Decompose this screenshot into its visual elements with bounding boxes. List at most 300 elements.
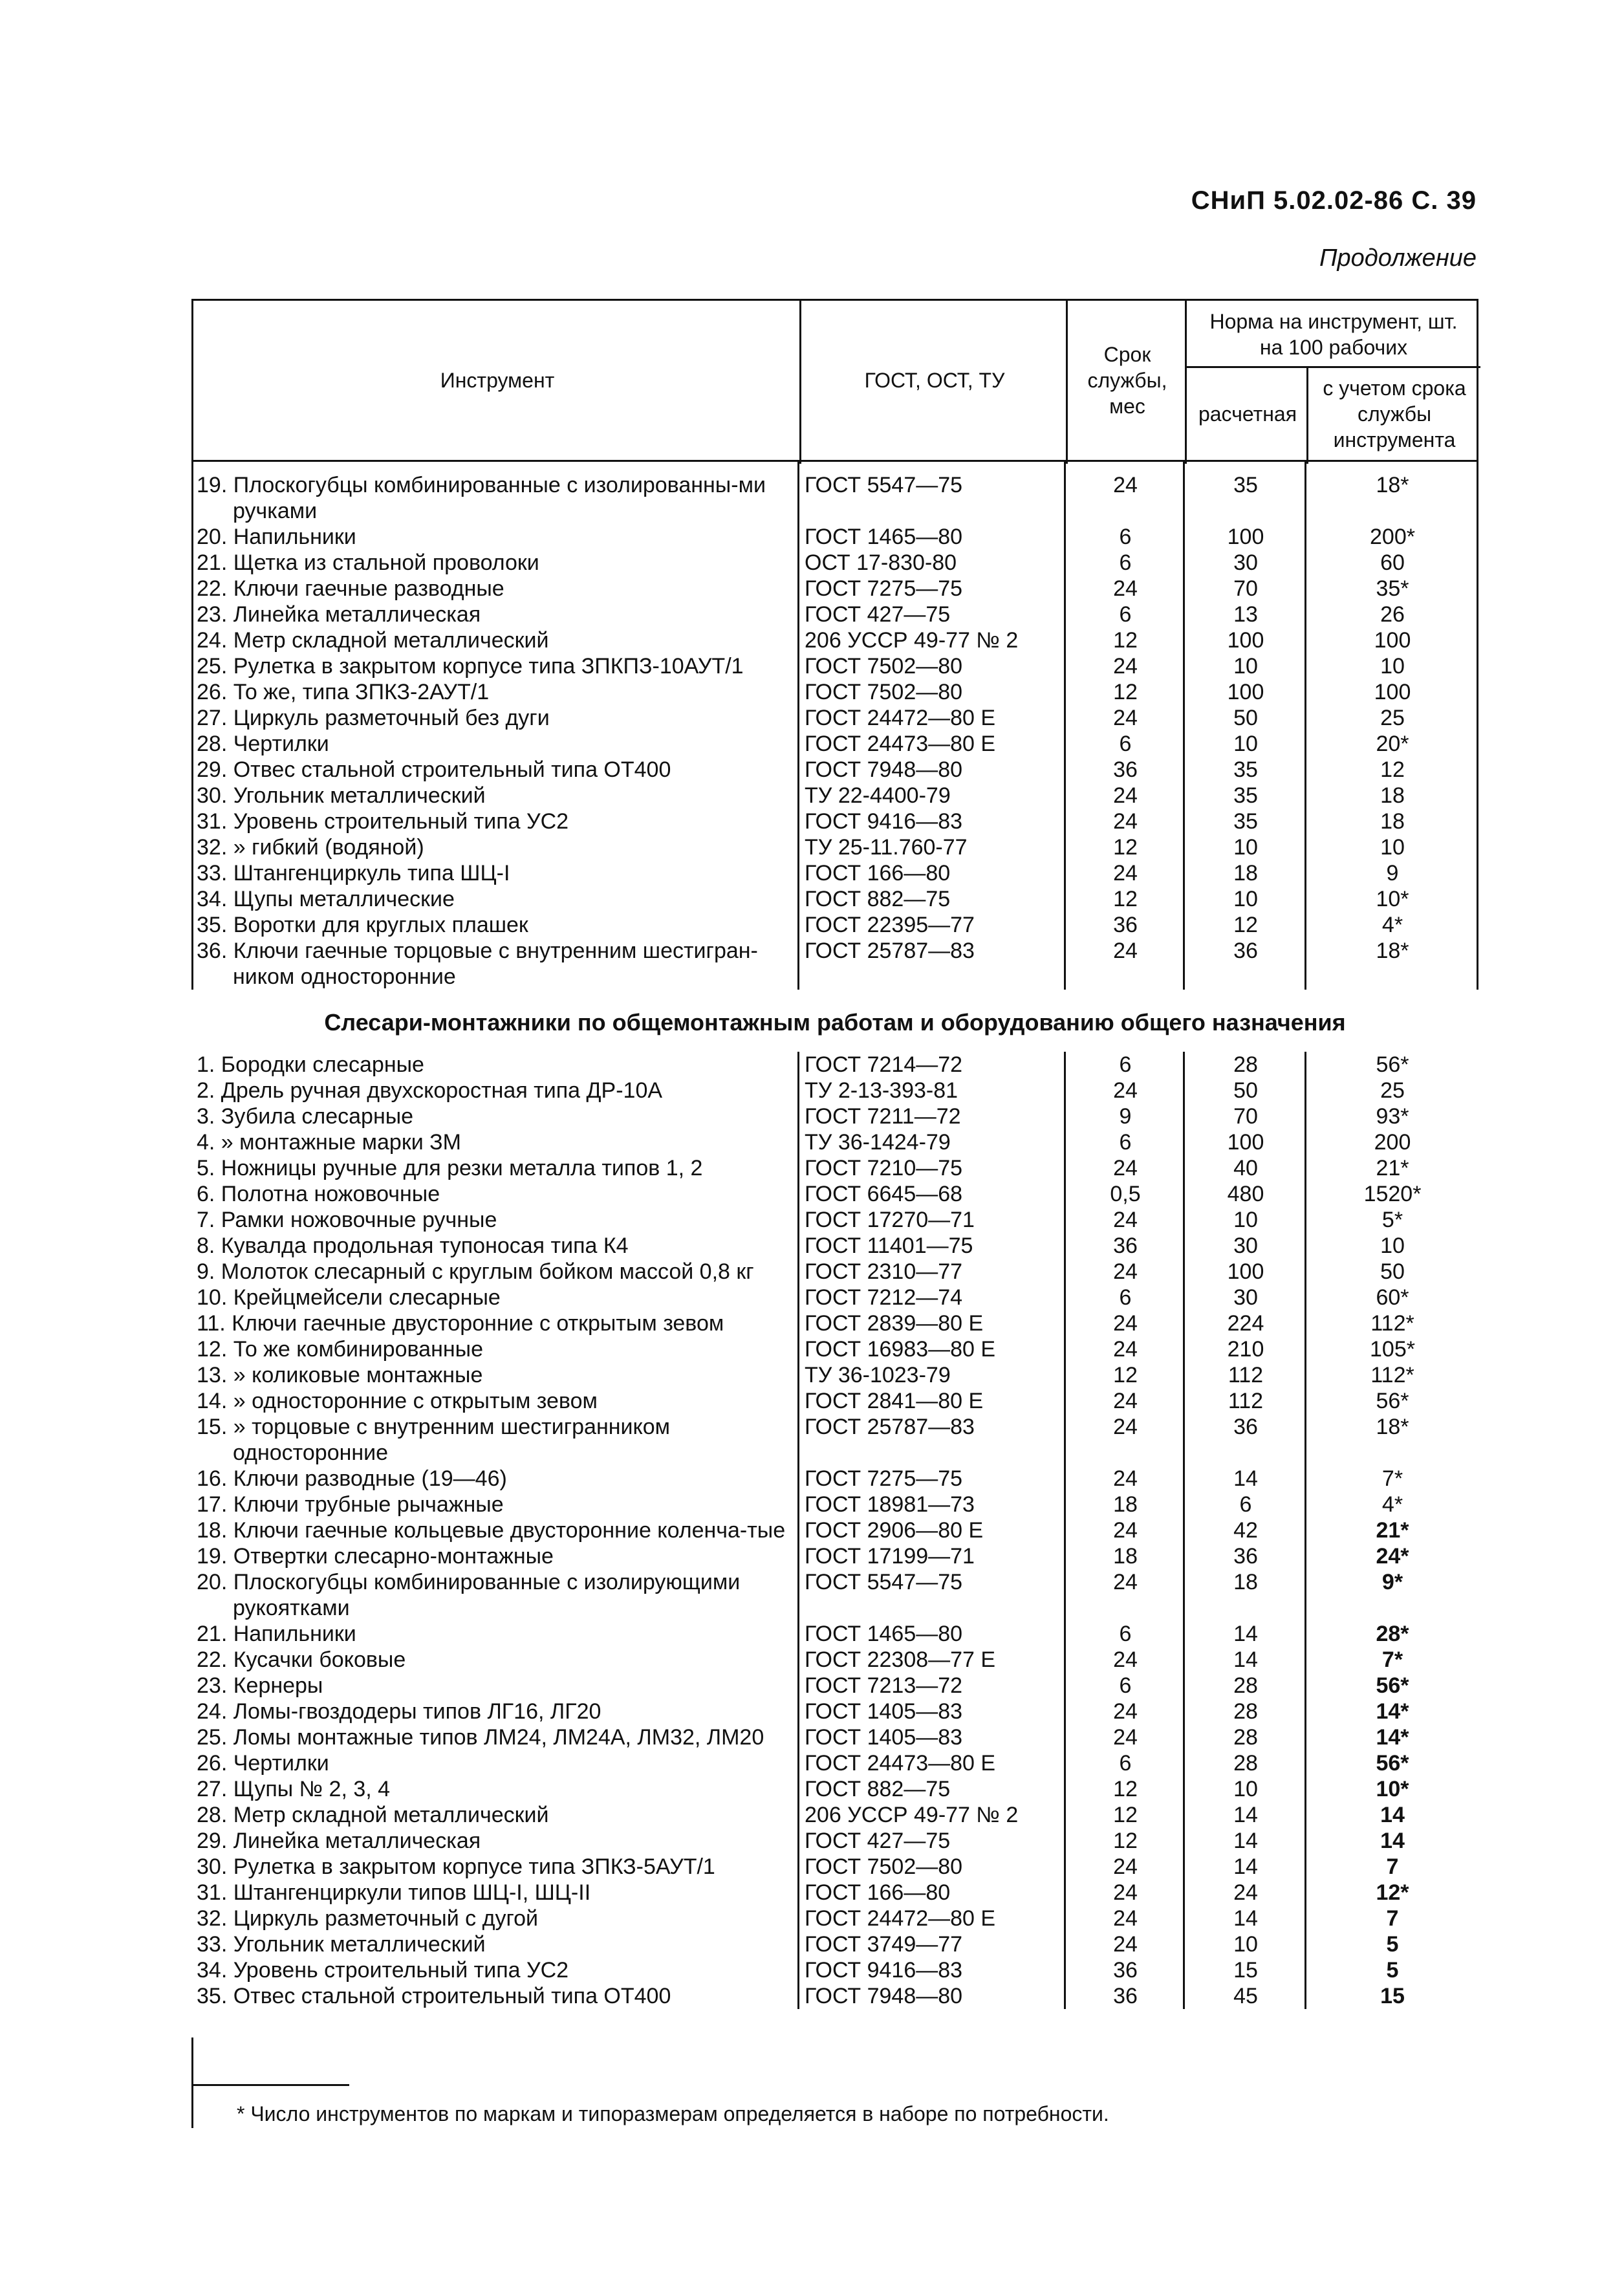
cell-instrument: 34. Щупы металлические [197,887,455,911]
cell-gost: ГОСТ 24472—80 Е [805,1906,996,1931]
cell-gost: ГОСТ 1465—80 [805,1622,963,1646]
cell-service-life: 24 [1113,1647,1138,1672]
cell-instrument: 12. То же комбинированные [197,1337,483,1362]
table-row [191,1052,1478,1078]
cell-with-life: 35* [1376,576,1409,601]
cell-gost: ГОСТ 7211—72 [805,1104,961,1129]
table-row [191,1957,1478,1983]
header-divider [1066,301,1068,464]
table-row [191,757,1478,783]
cell-service-life: 6 [1119,1130,1132,1155]
cell-instrument: 26. То же, типа ЗПКЗ-2АУТ/1 [197,680,490,704]
cell-service-life: 36 [1113,757,1138,782]
cell-with-life: 10 [1380,654,1405,679]
cell-instrument: 1. Бородки слесарные [197,1052,424,1077]
cell-calculated: 100 [1227,680,1264,704]
column-divider [1305,462,1306,990]
header-with-life: с учетом срока службы инструмента [1323,376,1466,451]
cell-calculated: 36 [1233,1415,1258,1439]
table-row [191,1414,1478,1466]
cell-gost: ГОСТ 1405—83 [805,1699,963,1724]
cell-instrument: 27. Циркуль разметочный без дуги [197,706,550,730]
cell-with-life: 9 [1386,861,1399,886]
cell-instrument: 26. Чертилки [197,1751,329,1776]
cell-with-life: 5 [1386,1932,1399,1957]
cell-gost: ГОСТ 7275—75 [805,1466,963,1491]
cell-calculated: 100 [1227,628,1264,653]
column-divider [1477,462,1478,990]
table-row [191,1828,1478,1854]
table-row [191,1336,1478,1362]
cell-instrument: 31. Штангенциркули типов ШЦ-I, ШЦ-II [197,1880,591,1905]
cell-with-life: 100 [1374,680,1411,704]
cell-calculated: 100 [1227,1130,1264,1155]
cell-service-life: 24 [1113,1880,1138,1905]
cell-calculated: 14 [1233,1906,1258,1931]
cell-gost: ГОСТ 24473—80 Е [805,732,996,756]
cell-calculated: 70 [1233,1104,1258,1129]
cell-gost: ГОСТ 1405—83 [805,1725,963,1750]
cell-with-life: 24* [1376,1544,1409,1569]
table-row [191,1362,1478,1388]
header-divider [1306,368,1308,464]
cell-instrument: 15. » торцовые с внутренним шестигранником односторонние [197,1415,671,1465]
cell-with-life: 5 [1386,1958,1399,1983]
cell-gost: ГОСТ 7948—80 [805,757,963,782]
cell-service-life: 6 [1119,1052,1132,1077]
cell-calculated: 12 [1233,913,1258,937]
table-row [191,1983,1478,2009]
cell-calculated: 28 [1233,1052,1258,1077]
table-row [191,472,1478,524]
cell-calculated: 10 [1233,1932,1258,1957]
cell-with-life: 18* [1376,1415,1409,1439]
cell-calculated: 45 [1233,1984,1258,2008]
cell-gost: ГОСТ 25787—83 [805,939,975,963]
cell-service-life: 6 [1119,550,1132,575]
cell-instrument: 9. Молоток слесарный с круглым бойком массой 0,8 кг [197,1259,754,1284]
cell-service-life: 24 [1113,1466,1138,1491]
cell-gost: ГОСТ 16983—80 Е [805,1337,996,1362]
cell-calculated: 10 [1233,654,1258,679]
cell-gost: ТУ 2-13-393-81 [805,1078,958,1103]
cell-calculated: 70 [1233,576,1258,601]
cell-calculated: 36 [1233,1544,1258,1569]
cell-instrument: 33. Угольник металлический [197,1932,486,1957]
cell-calculated: 28 [1233,1725,1258,1750]
cell-instrument: 23. Линейка металлическая [197,602,481,627]
cell-gost: ГОСТ 9416—83 [805,809,963,834]
cell-with-life: 14 [1380,1803,1405,1827]
table-row [191,1155,1478,1181]
table-row [191,1569,1478,1621]
cell-calculated: 50 [1233,706,1258,730]
cell-instrument: 35. Отвес стальной строительный типа ОТ400 [197,1984,671,2008]
cell-instrument: 20. Плоскогубцы комбинированные с изолирующими рукоятками [197,1570,741,1620]
cell-service-life: 24 [1113,1078,1138,1103]
cell-instrument: 8. Кувалда продольная тупоносая типа К4 [197,1233,629,1258]
cell-instrument: 34. Уровень строительный типа УС2 [197,1958,569,1983]
cell-calculated: 28 [1233,1699,1258,1724]
cell-gost: ГОСТ 18981—73 [805,1492,975,1517]
cell-with-life: 26 [1380,602,1405,627]
header-norm: Норма на инструмент, шт. на 100 рабочих [1209,310,1458,359]
cell-instrument: 30. Рулетка в закрытом корпусе типа ЗПКЗ-5АУТ/1 [197,1854,715,1879]
table-row [191,1466,1478,1492]
header-gost: ГОСТ, ОСТ, ТУ [864,369,1005,392]
cell-with-life: 1520* [1363,1182,1422,1206]
cell-gost: ГОСТ 7212—74 [805,1285,963,1310]
cell-instrument: 22. Ключи гаечные разводные [197,576,504,601]
cell-with-life: 200 [1374,1130,1411,1155]
cell-instrument: 17. Ключи трубные рычажные [197,1492,504,1517]
cell-service-life: 24 [1113,1570,1138,1594]
cell-service-life: 12 [1113,1777,1138,1801]
table-row [191,524,1478,550]
cell-service-life: 12 [1113,1363,1138,1387]
cell-with-life: 112* [1370,1363,1414,1387]
cell-calculated: 10 [1233,887,1258,911]
cell-with-life: 21* [1376,1156,1409,1180]
cell-with-life: 56* [1376,1052,1409,1077]
cell-gost: 206 УССР 49-77 № 2 [805,1803,1019,1827]
cell-with-life: 12 [1380,757,1405,782]
cell-with-life: 56* [1376,1751,1409,1776]
cell-instrument: 35. Воротки для круглых плашек [197,913,528,937]
table-row [191,1388,1478,1414]
column-divider [1183,462,1185,990]
column-divider [1064,462,1066,990]
cell-instrument: 29. Отвес стальной строительный типа ОТ400 [197,757,671,782]
cell-service-life: 12 [1113,628,1138,653]
cell-instrument: 18. Ключи гаечные кольцевые двусторонние коленча-тые [197,1518,786,1543]
column-divider [1064,1052,1066,2009]
continuation-label: Продолжение [1319,244,1477,272]
header-divider [1185,366,1480,368]
cell-service-life: 18 [1113,1492,1138,1517]
cell-instrument: 24. Метр складной металлический [197,628,549,653]
header-instrument: Инструмент [440,369,555,392]
cell-gost: ГОСТ 7948—80 [805,1984,963,2008]
cell-instrument: 4. » монтажные марки ЗМ [197,1130,461,1155]
cell-gost: ГОСТ 882—75 [805,887,951,911]
cell-gost: ГОСТ 427—75 [805,602,951,627]
cell-instrument: 31. Уровень строительный типа УС2 [197,809,569,834]
table-row [191,1776,1478,1802]
cell-service-life: 12 [1113,680,1138,704]
cell-calculated: 30 [1233,1285,1258,1310]
cell-calculated: 210 [1227,1337,1264,1362]
table-row [191,550,1478,576]
cell-calculated: 14 [1233,1622,1258,1646]
cell-gost: ГОСТ 7275—75 [805,576,963,601]
cell-gost: ГОСТ 25787—83 [805,1415,975,1439]
table-row [191,731,1478,757]
table-row [191,627,1478,653]
cell-instrument: 6. Полотна ножовочные [197,1182,440,1206]
cell-with-life: 7 [1386,1854,1399,1879]
cell-with-life: 7* [1381,1466,1403,1491]
cell-service-life: 6 [1119,732,1132,756]
cell-calculated: 112 [1228,1363,1264,1387]
cell-service-life: 6 [1119,1622,1132,1646]
cell-gost: ГОСТ 882—75 [805,1777,951,1801]
cell-gost: ГОСТ 7502—80 [805,1854,963,1879]
cell-instrument: 10. Крейцмейсели слесарные [197,1285,501,1310]
cell-calculated: 14 [1233,1647,1258,1672]
cell-gost: ГОСТ 17270—71 [805,1208,975,1232]
cell-gost: ГОСТ 22395—77 [805,913,975,937]
header-divider [799,301,801,464]
cell-with-life: 7 [1386,1906,1399,1931]
cell-with-life: 12* [1376,1880,1409,1905]
table-row [191,1724,1478,1750]
cell-with-life: 50 [1380,1259,1405,1284]
cell-calculated: 42 [1233,1518,1258,1543]
cell-service-life: 0,5 [1110,1182,1141,1206]
cell-gost: ГОСТ 2839—80 Е [805,1311,984,1336]
cell-instrument: 2. Дрель ручная двухскоростная типа ДР-10А [197,1078,663,1103]
table-row [191,1078,1478,1103]
cell-instrument: 32. » гибкий (водяной) [197,835,424,860]
cell-instrument: 28. Метр складной металлический [197,1803,549,1827]
cell-service-life: 24 [1113,1389,1138,1413]
cell-with-life: 14* [1376,1699,1409,1724]
table-row [191,1802,1478,1828]
table-header [191,299,1478,462]
cell-with-life: 25 [1380,706,1405,730]
cell-with-life: 10* [1376,887,1409,911]
cell-service-life: 24 [1113,1854,1138,1879]
cell-service-life: 24 [1113,1518,1138,1543]
cell-service-life: 12 [1113,1803,1138,1827]
cell-instrument: 21. Напильники [197,1622,356,1646]
cell-with-life: 14 [1380,1829,1405,1853]
cell-calculated: 36 [1233,939,1258,963]
cell-instrument: 14. » односторонние с открытым зевом [197,1389,598,1413]
table-row [191,783,1478,809]
cell-calculated: 14 [1233,1829,1258,1853]
cell-gost: ОСТ 17-830-80 [805,550,957,575]
cell-instrument: 27. Щупы № 2, 3, 4 [197,1777,391,1801]
cell-with-life: 105* [1370,1337,1415,1362]
section-title: Слесари-монтажники по общемонтажным работам и оборудованию общего назначения [324,1009,1346,1036]
cell-calculated: 18 [1233,1570,1258,1594]
cell-calculated: 10 [1233,732,1258,756]
cell-gost: ТУ 22-4400-79 [805,783,951,808]
cell-gost: ГОСТ 2841—80 Е [805,1389,984,1413]
cell-gost: ГОСТ 1465—80 [805,525,963,549]
cell-service-life: 6 [1119,525,1132,549]
cell-gost: ГОСТ 17199—71 [805,1544,975,1569]
cell-service-life: 12 [1113,887,1138,911]
cell-gost: ГОСТ 7210—75 [805,1156,963,1180]
cell-service-life: 6 [1119,1751,1132,1776]
cell-with-life: 18 [1380,783,1405,808]
cell-service-life: 24 [1113,1156,1138,1180]
footnote: * Число инструментов по маркам и типоразмерам определяется в наборе по потребности. [237,2102,1109,2125]
table-row [191,1492,1478,1517]
cell-instrument: 32. Циркуль разметочный с дугой [197,1906,539,1931]
table-row [191,1906,1478,1931]
cell-gost: 206 УССР 49-77 № 2 [805,628,1019,653]
table-row [191,576,1478,602]
header-divider [1185,301,1187,464]
cell-with-life: 60 [1380,550,1405,575]
table-row [191,886,1478,912]
cell-instrument: 3. Зубила слесарные [197,1104,414,1129]
cell-calculated: 100 [1227,1259,1264,1284]
cell-calculated: 224 [1227,1311,1264,1336]
cell-calculated: 6 [1239,1492,1252,1517]
cell-instrument: 25. Ломы монтажные типов ЛМ24, ЛМ24А, ЛМ32, ЛМ20 [197,1725,764,1750]
table-row [191,1259,1478,1285]
cell-service-life: 24 [1113,809,1138,834]
cell-with-life: 28* [1376,1622,1409,1646]
cell-service-life: 6 [1119,602,1132,627]
cell-calculated: 30 [1233,1233,1258,1258]
cell-instrument: 13. » коликовые монтажные [197,1363,483,1387]
header-service-life: Срок службы, мес [1087,343,1167,418]
cell-with-life: 10 [1380,1233,1405,1258]
cell-service-life: 24 [1113,576,1138,601]
table-row [191,1750,1478,1776]
column-divider [1183,1052,1185,2009]
cell-calculated: 14 [1233,1466,1258,1491]
cell-gost: ГОСТ 7502—80 [805,654,963,679]
cell-instrument: 23. Кернеры [197,1673,323,1698]
header-calculated: расчетная [1198,402,1297,426]
cell-service-life: 24 [1113,473,1138,497]
table-row [191,1673,1478,1699]
cell-with-life: 200* [1370,525,1415,549]
cell-instrument: 20. Напильники [197,525,356,549]
cell-service-life: 6 [1119,1673,1132,1698]
cell-gost: ГОСТ 166—80 [805,1880,951,1905]
cell-gost: ГОСТ 166—80 [805,861,951,886]
cell-with-life: 56* [1376,1673,1409,1698]
table-row [191,1621,1478,1647]
table-row [191,1207,1478,1233]
cell-with-life: 4* [1381,913,1403,937]
cell-with-life: 10 [1380,835,1405,860]
cell-with-life: 60* [1376,1285,1409,1310]
table-body-part1 [191,462,1478,990]
cell-service-life: 36 [1113,1958,1138,1983]
cell-instrument: 36. Ключи гаечные торцовые с внутренним шестигран-ником односторонние [197,939,758,989]
cell-instrument: 25. Рулетка в закрытом корпусе типа ЗПКПЗ-10АУТ/1 [197,654,744,679]
cell-gost: ГОСТ 22308—77 Е [805,1647,996,1672]
cell-with-life: 18* [1376,473,1409,497]
table-row [191,1880,1478,1906]
cell-with-life: 14* [1376,1725,1409,1750]
table-row [191,1854,1478,1880]
cell-with-life: 18 [1380,809,1405,834]
column-divider [797,462,799,990]
cell-with-life: 56* [1376,1389,1409,1413]
cell-gost: ГОСТ 2906—80 Е [805,1518,984,1543]
cell-calculated: 112 [1228,1389,1264,1413]
cell-calculated: 35 [1233,473,1258,497]
cell-service-life: 9 [1119,1104,1132,1129]
cell-service-life: 24 [1113,1932,1138,1957]
cell-with-life: 20* [1376,732,1409,756]
cell-gost: ГОСТ 5547—75 [805,1570,963,1594]
cell-gost: ГОСТ 2310—77 [805,1259,963,1284]
cell-calculated: 24 [1233,1880,1258,1905]
table-row [191,1517,1478,1543]
table-row [191,1699,1478,1724]
cell-with-life: 15 [1380,1984,1405,2008]
cell-calculated: 30 [1233,550,1258,575]
table-row [191,912,1478,938]
cell-gost: ГОСТ 7213—72 [805,1673,963,1698]
cell-instrument: 7. Рамки ножовочные ручные [197,1208,497,1232]
column-divider [1305,1052,1306,2009]
cell-gost: ГОСТ 427—75 [805,1829,951,1853]
cell-with-life: 9* [1381,1570,1403,1594]
cell-service-life: 18 [1113,1544,1138,1569]
cell-with-life: 25 [1380,1078,1405,1103]
cell-service-life: 24 [1113,654,1138,679]
cell-gost: ГОСТ 24472—80 Е [805,706,996,730]
table-row [191,938,1478,990]
cell-gost: ТУ 36-1023-79 [805,1363,951,1387]
table-row [191,705,1478,731]
table-row [191,1181,1478,1207]
cell-calculated: 480 [1227,1182,1264,1206]
cell-service-life: 24 [1113,1259,1138,1284]
footnote-separator [191,2084,349,2086]
cell-service-life: 36 [1113,913,1138,937]
cell-calculated: 14 [1233,1854,1258,1879]
cell-service-life: 24 [1113,1337,1138,1362]
cell-service-life: 6 [1119,1285,1132,1310]
cell-instrument: 24. Ломы-гвоздодеры типов ЛГ16, ЛГ20 [197,1699,601,1724]
cell-calculated: 13 [1233,602,1258,627]
column-divider [797,1052,799,2009]
cell-gost: ГОСТ 5547—75 [805,473,963,497]
cell-service-life: 12 [1113,1829,1138,1853]
cell-with-life: 93* [1376,1104,1409,1129]
cell-calculated: 14 [1233,1803,1258,1827]
cell-instrument: 16. Ключи разводные (19—46) [197,1466,507,1491]
cell-calculated: 40 [1233,1156,1258,1180]
cell-with-life: 21* [1376,1518,1409,1543]
cell-with-life: 7* [1381,1647,1403,1672]
cell-instrument: 21. Щетка из стальной проволоки [197,550,539,575]
table-row [191,1233,1478,1259]
cell-gost: ГОСТ 11401—75 [805,1233,973,1258]
cell-gost: ТУ 25-11.760-77 [805,835,968,860]
cell-service-life: 24 [1113,1311,1138,1336]
cell-gost: ГОСТ 7502—80 [805,680,963,704]
cell-calculated: 10 [1233,1777,1258,1801]
table-body-part2 [191,1052,1478,2009]
cell-calculated: 10 [1233,1208,1258,1232]
left-border-tail [191,2038,193,2128]
table-row [191,1310,1478,1336]
cell-gost: ГОСТ 24473—80 Е [805,1751,996,1776]
cell-service-life: 24 [1113,706,1138,730]
cell-instrument: 30. Угольник металлический [197,783,486,808]
cell-instrument: 28. Чертилки [197,732,329,756]
cell-calculated: 35 [1233,783,1258,808]
table-row [191,1931,1478,1957]
table-row [191,860,1478,886]
cell-calculated: 50 [1233,1078,1258,1103]
cell-instrument: 22. Кусачки боковые [197,1647,406,1672]
